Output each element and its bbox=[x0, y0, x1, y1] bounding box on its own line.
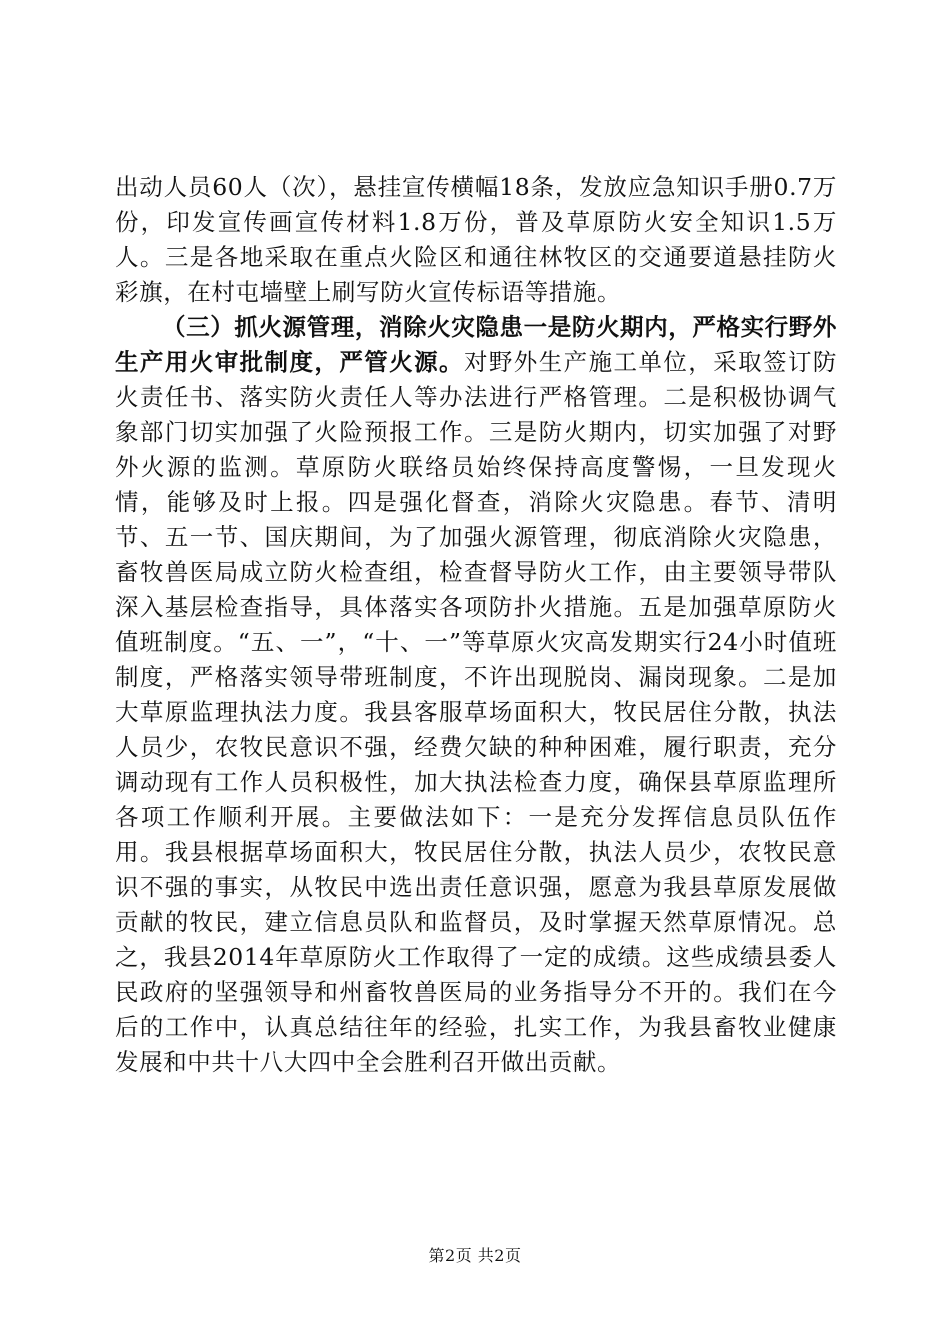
paragraph-1: 出动人员60人（次），悬挂宣传横幅18条，发放应急知识手册0.7万份，印发宣传画宣传材料1.8万份，普及草原防火安全知识1.5万人。三是各地采取在重点火险区和通往林牧区的交通要道悬挂防火彩旗，在村屯墙壁上刷写防火宣传标语等措施。 bbox=[115, 173, 837, 306]
page-footer: 第2页 共2页 bbox=[428, 1246, 522, 1265]
paragraph-2-body: 对野外生产施工单位，采取签订防火责任书、落实防火责任人等办法进行严格管理。二是积极协调气象部门切实加强了火险预报工作。三是防火期内，切实加强了对野外火源的监测。草原防火联络员始终保持高度警惕，一旦发现火情，能够及时上报。四是强化督查，消除火灾隐患。春节、清明节、五一节、国庆期间，为了加强火源管理，彻底消除火灾隐患，畜牧兽医局成立防火检查组，检查督导防火工作，由主要领导带队深入基层检查指导，具体落实各项防扑火措施。五是加强草原防火值班制度。“五、一”，“十、一”等草原火灾高发期实行24小时值班制度，严格落实领导带班制度，不许出现脱岗、漏岗现象。二是加大草原监理执法力度。我县客服草场面积大，牧民居住分散，执法人员少，农牧民意识不强，经费欠缺的种种困难，履行职责，充分调动现有工作人员积极性，加大执法检查力度，确保县草原监理所各项工作顺利开展。主要做法如下：一是充分发挥信息员队伍作用。我县根据草场面积大，牧民居住分散，执法人员少，农牧民意识不强的事实，从牧民中选出责任意识强，愿意为我县草原发展做贡献的牧民，建立信息员队和监督员，及时掌握天然草原情况。总之，我县2014年草原防火工作取得了一定的成绩。这些成绩县委人民政府的坚强领导和州畜牧兽医局的业务指导分不开的。我们在今后的工作中，认真总结往年的经验，扎实工作，为我县畜牧业健康发展和中共十八大四中全会胜利召开做出贡献。 bbox=[115, 348, 837, 1076]
section-heading: （三）抓火源管理，消除火灾隐患一是防火期内，严格实行野外生产用火审批制度，严管火源。 bbox=[115, 313, 837, 376]
document-body bbox=[115, 170, 837, 1080]
paragraph-2 bbox=[115, 310, 837, 1080]
